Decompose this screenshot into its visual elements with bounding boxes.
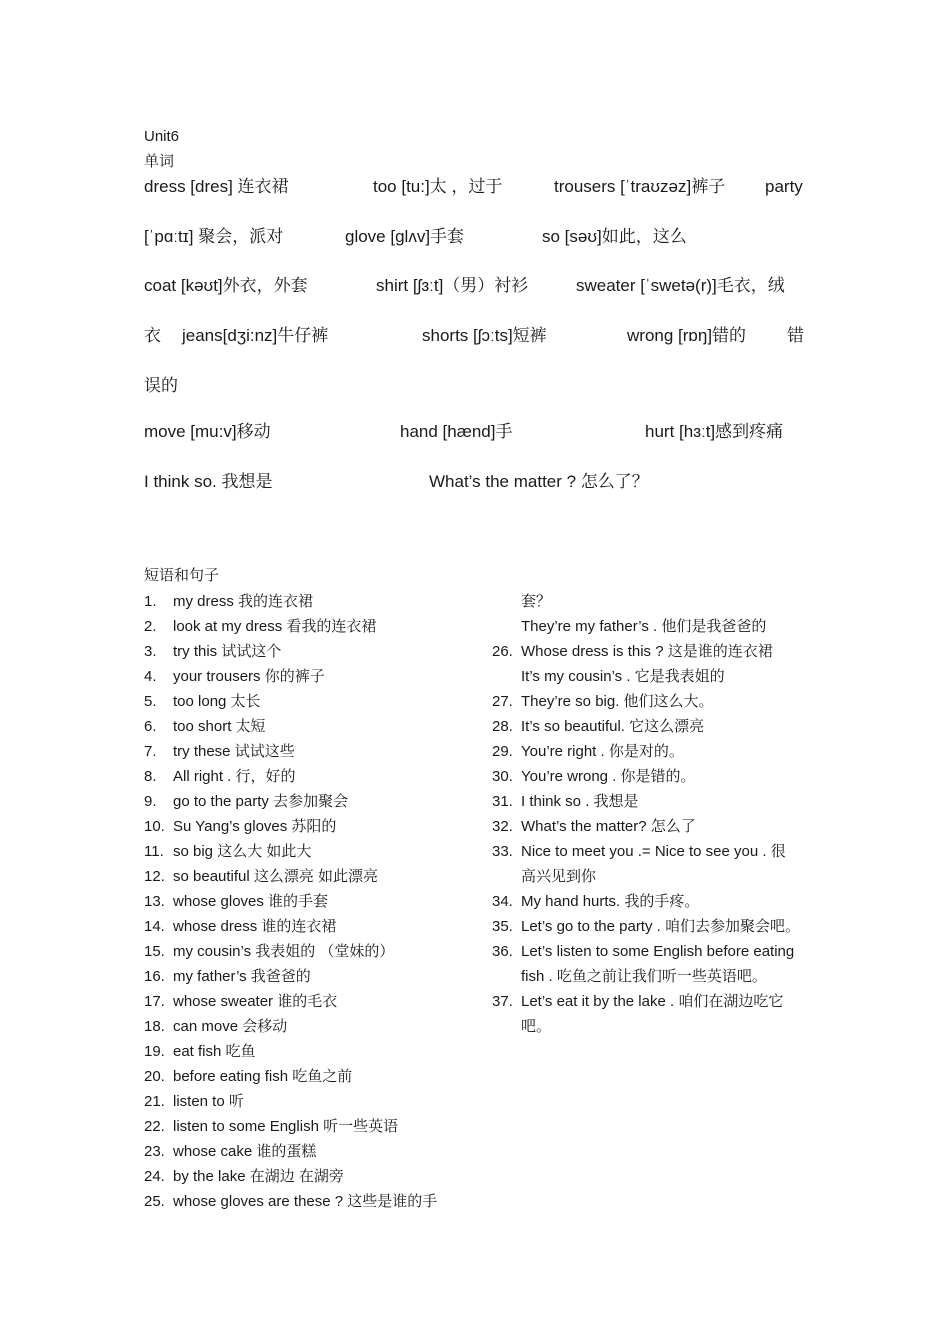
phrase-item: [144, 764, 437, 789]
phrase-number: 8.: [144, 768, 157, 785]
phrase-number: 36.: [492, 943, 513, 960]
phrase-text: Whose dress is this ? 这是谁的连衣裙: [521, 643, 773, 660]
phrase-item: [144, 614, 437, 639]
vocab-item: too [tu:]太 ，过于: [373, 177, 503, 196]
phrase-text: You’re right . 你是对的。: [521, 743, 684, 760]
phrase-number: 13.: [144, 893, 165, 910]
phrase-item: [492, 714, 800, 739]
vocab-item: coat [kəʊt]外衣，外套: [144, 276, 308, 295]
phrase-text: by the lake 在湖边 在湖旁: [173, 1168, 344, 1185]
phrase-text: can move 会移动: [173, 1018, 288, 1035]
phrase-item: [492, 764, 800, 789]
phrase-text: so beautiful 这么漂亮 如此漂亮: [173, 868, 379, 885]
vocab-item: sweater [ˈswetə(r)]毛衣，绒: [576, 276, 785, 295]
phrase-text: listen to some English 听一些英语: [173, 1118, 399, 1135]
phrase-text: try this 试试这个: [173, 643, 282, 660]
phrase-number: 18.: [144, 1018, 165, 1035]
vocab-item: trousers [ˈtraʊzəz]裤子: [554, 177, 726, 196]
vocab-item: hand [hænd]手: [400, 422, 513, 441]
phrase-text: I think so . 我想是: [521, 793, 639, 810]
phrase-item: [144, 989, 437, 1014]
phrase-text: My hand hurts. 我的手疼。: [521, 893, 700, 910]
phrase-text: your trousers 你的裤子: [173, 668, 325, 685]
phrase-text: my father’s 我爸爸的: [173, 968, 311, 985]
vocab-item: [ˈpɑːtɪ] 聚会，派对: [144, 227, 284, 246]
phrase-item: [492, 939, 800, 964]
phrase-number: 29.: [492, 743, 513, 760]
phrase-number: 24.: [144, 1168, 165, 1185]
vocab-item: 衣: [144, 326, 161, 345]
phrase-continuation: [492, 589, 800, 614]
phrase-item: [144, 1014, 437, 1039]
unit-title: Unit6: [144, 128, 180, 145]
phrase-number: 15.: [144, 943, 165, 960]
phrase-text: whose gloves are these ? 这些是谁的手: [173, 1193, 438, 1210]
vocab-item: party: [765, 177, 803, 196]
phrase-number: 28.: [492, 718, 513, 735]
phrase-item: [492, 989, 800, 1014]
phrase-item: [144, 1039, 437, 1064]
phrase-number: 34.: [492, 893, 513, 910]
vocab-item: hurt [hɜːt]感到疼痛: [645, 422, 784, 441]
vocab-item: glove [glʌv]手套: [345, 227, 465, 246]
phrase-item: [492, 914, 800, 939]
phrase-item: [492, 639, 800, 664]
phrase-number: 30.: [492, 768, 513, 785]
phrase-number: 19.: [144, 1043, 165, 1060]
phrase-item: [144, 1064, 437, 1089]
vocab-item: I think so. 我想是: [144, 472, 273, 491]
phrase-number: 14.: [144, 918, 165, 935]
phrase-text: Nice to meet you .= Nice to see you . 很: [521, 843, 786, 860]
vocab-item: jeans[dʒi:nz]牛仔裤: [182, 326, 329, 345]
phrase-number: 10.: [144, 818, 165, 835]
phrase-continuation: [492, 964, 800, 989]
phrase-number: 26.: [492, 643, 513, 660]
phrase-text: my cousin’s 我表姐的 （堂妹的）: [173, 943, 395, 960]
phrase-number: 27.: [492, 693, 513, 710]
vocab-heading: 单词: [144, 153, 175, 170]
phrase-text: 吧。: [521, 1018, 552, 1035]
phrase-text: try these 试试这些: [173, 743, 295, 760]
phrase-number: 22.: [144, 1118, 165, 1135]
phrase-item: [144, 839, 437, 864]
phrase-text: fish . 吃鱼之前让我们听一些英语吧。: [521, 968, 767, 985]
phrase-item: [144, 689, 437, 714]
phrase-continuation: [492, 1014, 800, 1039]
phrase-number: 9.: [144, 793, 157, 810]
phrase-number: 31.: [492, 793, 513, 810]
phrase-item: [144, 814, 437, 839]
phrase-text: They’re so big. 他们这么大。: [521, 693, 714, 710]
phrase-item: [144, 1114, 437, 1139]
phrase-item: [144, 889, 437, 914]
phrase-number: 25.: [144, 1193, 165, 1210]
phrase-item: [144, 639, 437, 664]
phrase-number: 21.: [144, 1093, 165, 1110]
vocab-item: shirt [ʃɜːt]（男）衬衫: [376, 276, 529, 295]
phrase-text: go to the party 去参加聚会: [173, 793, 349, 810]
phrase-number: 20.: [144, 1068, 165, 1085]
phrase-number: 11.: [144, 843, 164, 860]
vocab-item: 误的: [144, 376, 178, 395]
phrase-number: 16.: [144, 968, 165, 985]
phrase-item: [144, 789, 437, 814]
phrase-item: [492, 814, 800, 839]
phrase-item: [492, 739, 800, 764]
phrase-item: [144, 714, 437, 739]
phrase-text: What’s the matter? 怎么了: [521, 818, 696, 835]
phrase-item: [144, 939, 437, 964]
phrase-text: Let’s eat it by the lake . 咱们在湖边吃它: [521, 993, 784, 1010]
phrases-left-column: [144, 589, 437, 1214]
phrase-text: You’re wrong . 你是错的。: [521, 768, 696, 785]
phrase-text: before eating fish 吃鱼之前: [173, 1068, 353, 1085]
phrase-text: 高兴见到你: [521, 868, 597, 885]
phrase-text: too long 太长: [173, 693, 261, 710]
phrase-text: Let’s go to the party . 咱们去参加聚会吧。: [521, 918, 800, 935]
phrase-text: It’s so beautiful. 它这么漂亮: [521, 718, 705, 735]
phrase-item: [144, 1089, 437, 1114]
phrase-number: 23.: [144, 1143, 165, 1160]
phrase-item: [492, 839, 800, 864]
phrase-continuation: [492, 614, 800, 639]
phrase-item: [144, 864, 437, 889]
phrase-number: 37.: [492, 993, 513, 1010]
phrase-text: Su Yang’s gloves 苏阳的: [173, 818, 337, 835]
phrase-number: 17.: [144, 993, 165, 1010]
vocab-item: shorts [ʃɔːts]短裤: [422, 326, 547, 345]
phrase-text: Let’s listen to some English before eating: [521, 943, 795, 960]
phrase-continuation: [492, 664, 800, 689]
phrase-number: 12.: [144, 868, 165, 885]
phrase-number: 6.: [144, 718, 157, 735]
vocab-item: dress [dres] 连衣裙: [144, 177, 289, 196]
phrase-item: [144, 1189, 437, 1214]
phrase-number: 33.: [492, 843, 513, 860]
vocab-item: move [mu:v]移动: [144, 422, 271, 441]
phrase-text: 套？: [521, 593, 552, 610]
phrase-item: [144, 589, 437, 614]
phrase-number: 4.: [144, 668, 157, 685]
phrase-item: [492, 889, 800, 914]
phrase-text: All right . 行，好的: [173, 768, 296, 785]
phrase-text: so big 这么大 如此大: [173, 843, 312, 860]
phrase-item: [492, 689, 800, 714]
phrase-item: [492, 789, 800, 814]
phrase-text: whose gloves 谁的手套: [173, 893, 329, 910]
phrase-number: 5.: [144, 693, 157, 710]
phrase-text: my dress 我的连衣裙: [173, 593, 314, 610]
phrase-text: too short 太短: [173, 718, 266, 735]
vocab-item: wrong [rɒŋ]错的: [627, 326, 747, 345]
phrase-number: 1.: [144, 593, 157, 610]
phrase-number: 3.: [144, 643, 157, 660]
phrase-number: 32.: [492, 818, 513, 835]
phrase-item: [144, 664, 437, 689]
phrase-item: [144, 1139, 437, 1164]
phrase-number: 2.: [144, 618, 157, 635]
phrases-right-column: [492, 589, 800, 1039]
phrase-item: [144, 1164, 437, 1189]
phrase-number: 35.: [492, 918, 513, 935]
phrase-item: [144, 964, 437, 989]
phrase-item: [144, 739, 437, 764]
phrase-text: look at my dress 看我的连衣裙: [173, 618, 377, 635]
phrase-text: eat fish 吃鱼: [173, 1043, 256, 1060]
phrase-text: listen to 听: [173, 1093, 244, 1110]
phrases-heading: 短语和句子: [144, 567, 220, 584]
phrase-text: They’re my father’s . 他们是我爸爸的: [521, 618, 767, 635]
phrase-text: whose cake 谁的蛋糕: [173, 1143, 317, 1160]
vocab-item: so [səʊ]如此，这么: [542, 227, 687, 246]
vocab-item: 错: [787, 326, 804, 345]
phrase-text: whose sweater 谁的毛衣: [173, 993, 338, 1010]
phrase-number: 7.: [144, 743, 157, 760]
phrase-continuation: [492, 864, 800, 889]
phrase-item: [144, 914, 437, 939]
phrase-text: whose dress 谁的连衣裙: [173, 918, 337, 935]
vocab-item: What’s the matter ? 怎么了？: [429, 472, 649, 491]
phrase-text: It’s my cousin’s . 它是我表姐的: [521, 668, 725, 685]
